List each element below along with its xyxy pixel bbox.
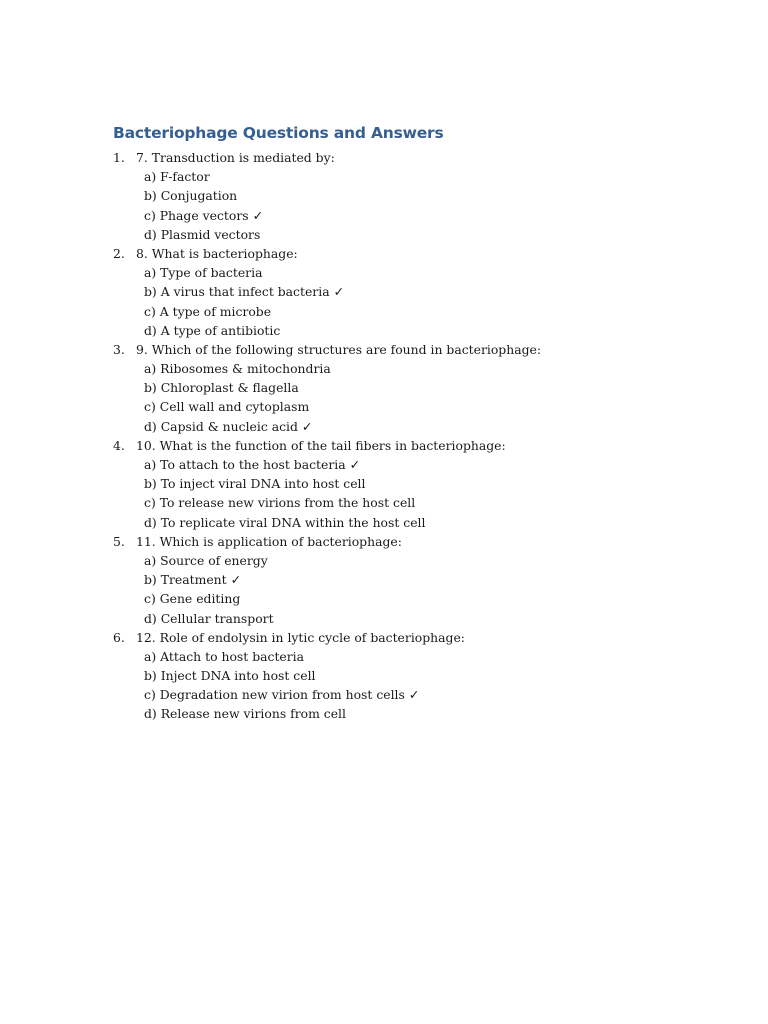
answer-option-text: a) F-factor: [144, 169, 210, 185]
answer-option: [113, 263, 426, 282]
check-icon: ✓: [252, 207, 264, 223]
answer-option: [113, 647, 426, 666]
answer-option-text: c) A type of microbe: [144, 303, 272, 319]
answer-option-text: b) Conjugation: [144, 188, 238, 204]
answer-option: [113, 302, 426, 321]
answer-option: [113, 225, 426, 244]
question-number: 5.: [113, 533, 125, 549]
answer-option-text: a) To attach to the host bacteria: [144, 457, 346, 472]
answer-option: [113, 359, 426, 378]
question-item: [113, 628, 465, 724]
question-text: 7. Transduction is mediated by:: [136, 150, 335, 165]
answer-option: [113, 378, 426, 397]
answer-option-text: d) To replicate viral DNA within the host cell: [144, 514, 426, 530]
answer-option: [113, 167, 426, 186]
answer-option-text: c) Cell wall and cytoplasm: [144, 399, 310, 415]
check-icon: ✓: [230, 572, 242, 588]
answer-option-text: b) Chloroplast & flagella: [144, 380, 299, 396]
answer-option: [113, 321, 426, 340]
question-text: 10. What is the function of the tail fibers in bacteriophage:: [136, 437, 506, 453]
answer-option: [113, 474, 426, 493]
page-title: Bacteriophage Questions and Answers: [113, 124, 444, 142]
question-item: [113, 244, 426, 340]
answer-option-text: d) A type of antibiotic: [144, 322, 281, 338]
answer-option-text: a) Ribosomes & mitochondria: [144, 361, 331, 377]
answer-options: [113, 167, 426, 244]
answer-options: [113, 647, 426, 724]
question-number: 3.: [113, 341, 125, 357]
question-line: [113, 436, 506, 455]
check-icon: ✓: [349, 457, 361, 472]
answer-option: [113, 551, 426, 570]
answer-option: [113, 570, 426, 589]
answer-option: [113, 685, 426, 704]
check-icon: ✓: [408, 687, 420, 703]
question-text: 9. Which of the following structures are found in bacteriophage:: [136, 341, 542, 357]
question-line: [113, 244, 426, 263]
answer-option: [113, 513, 426, 532]
answer-option-text: a) Type of bacteria: [144, 265, 263, 281]
answer-option-text: b) Inject DNA into host cell: [144, 668, 316, 684]
question-item: [113, 436, 506, 532]
answer-option: [113, 417, 426, 436]
answer-option-text: d) Plasmid vectors: [144, 226, 261, 242]
answer-option-text: c) Phage vectors: [144, 207, 249, 223]
question-line: [113, 148, 426, 167]
answer-option: [113, 704, 426, 723]
question-text: 12. Role of endolysin in lytic cycle of bacteriophage:: [136, 629, 465, 645]
answer-option-text: a) Attach to host bacteria: [144, 648, 305, 664]
answer-options: [113, 263, 426, 340]
answer-option: [113, 609, 426, 628]
question-item: [113, 532, 426, 628]
answer-options: [113, 359, 426, 436]
answer-option-text: d) Cellular transport: [144, 610, 274, 626]
question-number: 1.: [113, 150, 125, 165]
answer-option-text: b) A virus that infect bacteria: [144, 284, 330, 300]
answer-option: [113, 282, 426, 301]
question-text: 11. Which is application of bacteriophage:: [136, 533, 402, 549]
check-icon: ✓: [301, 418, 313, 434]
question-number: 4.: [113, 437, 125, 453]
answer-option-text: b) Treatment: [144, 572, 227, 588]
answer-options: [113, 551, 426, 628]
question-number: 6.: [113, 629, 125, 645]
question-item: [113, 148, 426, 244]
answer-option: [113, 589, 426, 608]
question-line: [113, 532, 426, 551]
question-text: 8. What is bacteriophage:: [136, 245, 298, 261]
answer-option-text: d) Capsid & nucleic acid: [144, 418, 298, 434]
question-item: [113, 340, 542, 436]
answer-option: [113, 666, 426, 685]
question-line: [113, 340, 542, 359]
answer-option: [113, 455, 426, 474]
check-icon: ✓: [333, 284, 344, 300]
answer-option-text: c) Degradation new virion from host cells: [144, 687, 405, 703]
answer-option: [113, 206, 426, 225]
answer-option-text: d) Release new virions from cell: [144, 706, 346, 722]
answer-option: [113, 397, 426, 416]
answer-option-text: c) To release new virions from the host cell: [144, 495, 416, 511]
answer-option: [113, 186, 426, 205]
answer-options: [113, 455, 426, 532]
question-line: [113, 628, 465, 647]
answer-option-text: a) Source of energy: [144, 552, 268, 568]
answer-option-text: b) To inject viral DNA into host cell: [144, 476, 366, 492]
question-number: 2.: [113, 245, 125, 261]
answer-option: [113, 493, 426, 512]
question-list: [113, 148, 542, 724]
answer-option-text: c) Gene editing: [144, 591, 241, 607]
